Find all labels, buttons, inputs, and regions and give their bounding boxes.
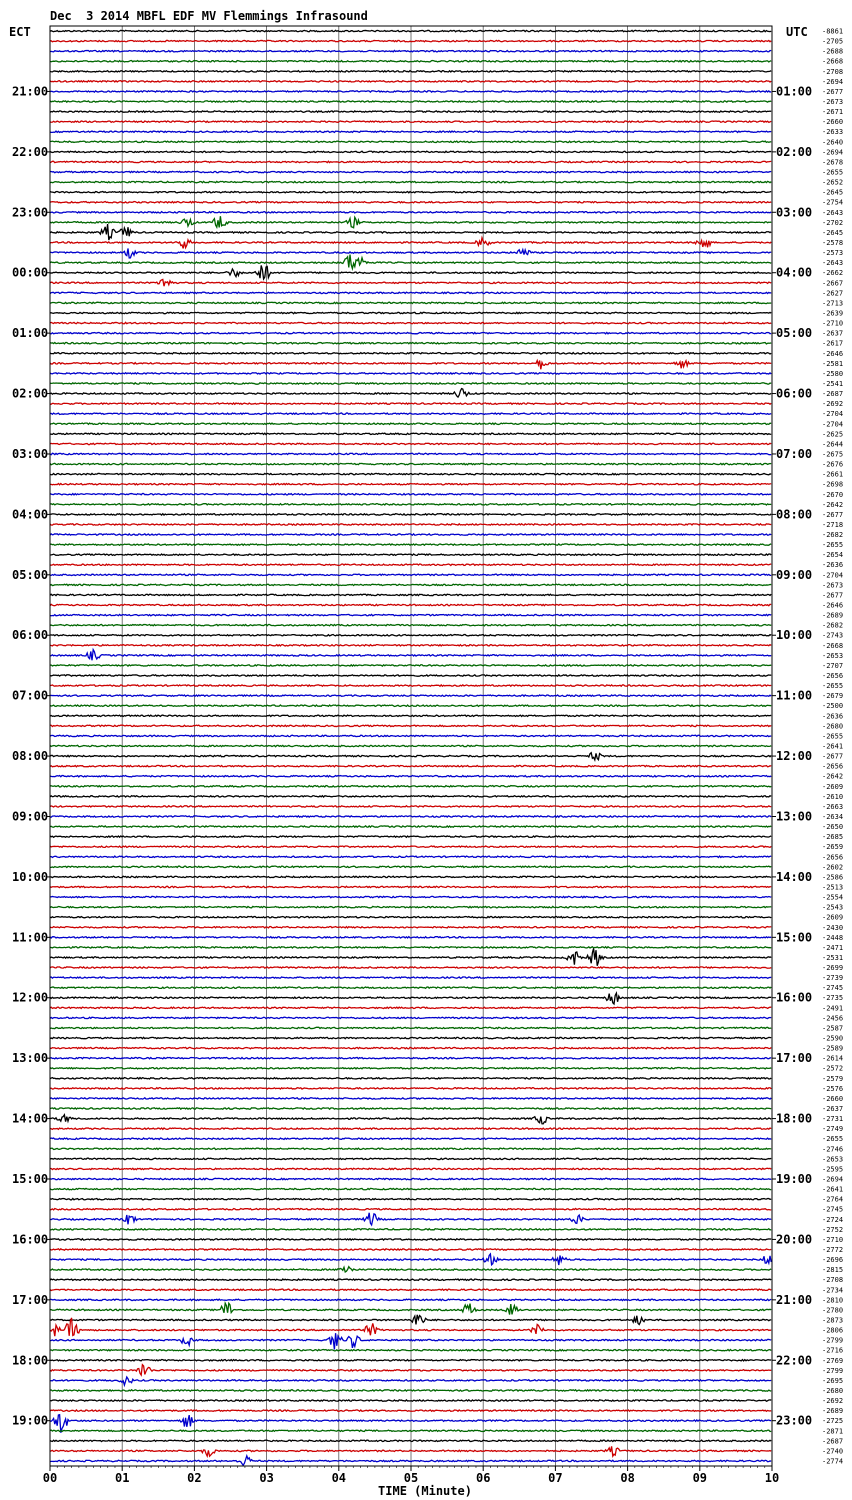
trace-offset-label: -2554	[822, 893, 844, 902]
trace-offset-label: -2680	[822, 1386, 844, 1395]
trace-offset-label: -2678	[822, 158, 844, 167]
left-hour-label: 02:00	[12, 386, 49, 401]
trace-offset-label: -2670	[822, 490, 844, 499]
trace-offset-label: -2815	[822, 1266, 844, 1275]
trace-offset-label: -2617	[822, 339, 844, 348]
trace-offset-label: -2609	[822, 782, 844, 791]
axis-labels	[9, 25, 843, 1498]
trace-offset-label: -2677	[822, 87, 844, 96]
trace-line	[50, 191, 771, 192]
trace-line	[50, 443, 771, 444]
trace-offset-label: -2810	[822, 1296, 844, 1305]
trace-offset-label: -2740	[822, 1447, 844, 1456]
left-hour-label: 01:00	[12, 326, 49, 341]
trace-line	[50, 514, 771, 515]
trace-offset-label: -2743	[822, 631, 844, 640]
trace-offset-label: -2650	[822, 823, 844, 832]
trace-offset-label: -2643	[822, 208, 844, 217]
right-hour-label: 18:00	[776, 1111, 813, 1126]
trace-offset-label: -2602	[822, 863, 844, 872]
right-hour-label: 06:00	[776, 386, 813, 401]
trace-offset-label: -2573	[822, 249, 844, 258]
left-hour-label: 13:00	[12, 1051, 49, 1066]
right-hour-label: 11:00	[776, 688, 813, 703]
trace-line	[50, 765, 771, 766]
trace-line	[50, 1108, 771, 1109]
left-hour-label: 14:00	[12, 1111, 49, 1126]
trace-offset-label: -2430	[822, 923, 844, 932]
right-hour-label: 03:00	[776, 205, 813, 220]
left-hour-label: 23:00	[12, 205, 49, 220]
right-hour-label: 14:00	[776, 869, 813, 884]
trace-line	[50, 1017, 771, 1018]
trace-offset-label: -2656	[822, 762, 844, 771]
trace-line	[50, 927, 771, 928]
trace-offset-label: -2871	[822, 1427, 844, 1436]
trace-offset-label: -2696	[822, 1256, 844, 1265]
trace-line	[50, 544, 771, 545]
trace-offset-label: -2754	[822, 198, 844, 207]
left-axis-label: ECT	[9, 25, 31, 39]
trace-offset-label: -2716	[822, 1346, 844, 1355]
x-tick-label: 09	[692, 1471, 708, 1485]
trace-line	[50, 433, 771, 434]
trace-offset-label: -2694	[822, 1175, 844, 1184]
right-hour-label: 21:00	[776, 1292, 813, 1307]
x-tick-label: 01	[114, 1471, 130, 1485]
trace-offset-label: -2653	[822, 651, 844, 660]
right-hour-label: 17:00	[776, 1051, 813, 1066]
trace-line	[50, 1229, 771, 1230]
chart-title: Dec 3 2014 MBFL EDF MV Flemmings Infrasound	[50, 9, 368, 23]
trace-offset-label: -2655	[822, 1135, 844, 1144]
trace-offset-label: -2689	[822, 611, 844, 620]
trace-line	[50, 614, 771, 615]
trace-offset-label: -2708	[822, 1276, 844, 1285]
trace-line	[50, 1088, 771, 1089]
trace-offset-label: -2653	[822, 1155, 844, 1164]
trace-offset-label: -2718	[822, 520, 844, 529]
trace-offset-label: -2655	[822, 682, 844, 691]
trace-offset-label: -2627	[822, 289, 844, 298]
trace-line	[50, 1239, 771, 1240]
trace-offset-label: -2764	[822, 1195, 844, 1204]
left-hour-label: 10:00	[12, 869, 49, 884]
trace-line	[50, 322, 771, 323]
right-hour-label: 09:00	[776, 567, 813, 582]
trace-offset-label: -2471	[822, 943, 844, 952]
trace-offset-label: -2586	[822, 873, 844, 882]
trace-offset-label: -2680	[822, 722, 844, 731]
trace-offset-label: -2646	[822, 601, 844, 610]
trace-offset-label: -2749	[822, 1125, 844, 1134]
trace-line	[50, 1007, 771, 1008]
trace-offset-label: -2702	[822, 218, 844, 227]
trace-offset-label: -2634	[822, 812, 844, 821]
trace-line	[50, 987, 771, 988]
trace-offset-label: -2671	[822, 108, 844, 117]
right-hour-label: 19:00	[776, 1172, 813, 1187]
trace-offset-label: -2682	[822, 531, 844, 540]
trace-offset-label: -2679	[822, 692, 844, 701]
trace-line	[50, 332, 771, 333]
trace-line	[50, 1068, 771, 1069]
left-hour-label: 22:00	[12, 144, 49, 159]
trace-line	[50, 1209, 771, 1210]
x-tick-label: 05	[403, 1471, 419, 1485]
trace-line	[50, 796, 771, 797]
trace-line	[50, 71, 771, 72]
trace-offset-label: -2692	[822, 1397, 844, 1406]
trace-line	[50, 383, 771, 384]
right-hour-label: 01:00	[776, 84, 813, 99]
trace-offset-label: -2580	[822, 369, 844, 378]
trace-line	[50, 906, 771, 907]
trace-offset-label: -2660	[822, 1094, 844, 1103]
trace-offset-label: -2731	[822, 1115, 844, 1124]
trace-line	[50, 1440, 771, 1441]
left-hour-label: 19:00	[12, 1413, 49, 1428]
trace-line	[50, 302, 771, 303]
trace-offset-label: -2500	[822, 702, 844, 711]
trace-offset-label: -2491	[822, 1004, 844, 1013]
trace-offset-label: -2752	[822, 1225, 844, 1234]
trace-offset-label: -2676	[822, 460, 844, 469]
trace-offset-label: -2774	[822, 1457, 844, 1466]
x-tick-label: 03	[259, 1471, 274, 1485]
trace-line	[50, 564, 771, 565]
trace-line	[50, 151, 771, 152]
trace-offset-label: -2668	[822, 57, 844, 66]
trace-offset-label: -2610	[822, 792, 844, 801]
trace-line	[50, 181, 771, 182]
right-hour-label: 20:00	[776, 1232, 813, 1247]
trace-offset-label: -2873	[822, 1316, 844, 1325]
x-tick-label: 04	[331, 1471, 347, 1485]
left-hour-label: 15:00	[12, 1172, 49, 1187]
trace-offset-label: -2699	[822, 964, 844, 973]
trace-line	[50, 685, 771, 686]
x-tick-label: 07	[548, 1471, 563, 1485]
trace-line	[50, 584, 771, 585]
x-tick-label: 00	[42, 1471, 58, 1485]
left-hour-label: 05:00	[12, 567, 49, 582]
left-hour-label: 16:00	[12, 1232, 49, 1247]
trace-offset-label: -2655	[822, 732, 844, 741]
trace-offset-label: -2572	[822, 1064, 844, 1073]
right-hour-label: 22:00	[776, 1353, 813, 1368]
left-hour-label: 08:00	[12, 749, 49, 764]
trace-offset-label: -2673	[822, 98, 844, 107]
trace-offset-label: -2687	[822, 1437, 844, 1446]
trace-offset-label: -2689	[822, 1407, 844, 1416]
trace-line	[50, 1299, 771, 1300]
trace-offset-label: -2595	[822, 1165, 844, 1174]
trace-offset-label: -2704	[822, 410, 844, 419]
trace-offset-label: -2609	[822, 913, 844, 922]
x-tick-label: 08	[620, 1471, 635, 1485]
trace-offset-label: -2675	[822, 450, 844, 459]
trace-offset-label: -2688	[822, 47, 844, 56]
right-hour-label: 15:00	[776, 930, 813, 945]
x-tick-label: 02	[187, 1471, 202, 1485]
left-hour-label: 03:00	[12, 446, 49, 461]
trace-line	[50, 81, 771, 82]
trace-offset-label: -2637	[822, 1105, 844, 1114]
left-hour-label: 04:00	[12, 507, 49, 522]
trace-line	[50, 50, 771, 51]
trace-offset-label: -2642	[822, 500, 844, 509]
trace-offset-label: -2704	[822, 571, 844, 580]
trace-offset-label: -2654	[822, 551, 844, 560]
trace-line	[50, 1138, 771, 1139]
trace-offset-label: -2659	[822, 843, 844, 852]
right-hour-label: 12:00	[776, 749, 813, 764]
trace-offset-label: -2590	[822, 1034, 844, 1043]
trace-line	[50, 675, 771, 676]
trace-offset-label: -2694	[822, 148, 844, 157]
trace-offset-label: -2745	[822, 1205, 844, 1214]
trace-offset-label: -2667	[822, 279, 844, 288]
left-hour-label: 11:00	[12, 930, 49, 945]
trace-offset-label: -2656	[822, 853, 844, 862]
trace-line	[50, 343, 771, 344]
left-hour-label: 00:00	[12, 265, 49, 280]
trace-line	[50, 161, 771, 162]
x-tick-label: 06	[475, 1471, 491, 1485]
trace-offset-label: -2456	[822, 1014, 844, 1023]
trace-offset-label: -2448	[822, 933, 844, 942]
trace-offset-label: -2578	[822, 239, 844, 248]
trace-offset-label: -2707	[822, 661, 844, 670]
trace-offset-label: -2713	[822, 299, 844, 308]
right-hour-label: 23:00	[776, 1413, 813, 1428]
left-hour-label: 21:00	[12, 84, 49, 99]
right-hour-label: 05:00	[776, 326, 813, 341]
trace-offset-label: -2625	[822, 430, 844, 439]
trace-line	[50, 806, 771, 807]
trace-offset-label: -2579	[822, 1074, 844, 1083]
trace-line	[50, 131, 771, 132]
trace-offset-label: -2692	[822, 400, 844, 409]
trace-offset-label: -2581	[822, 359, 844, 368]
right-hour-label: 07:00	[776, 446, 813, 461]
trace-offset-label: -2668	[822, 641, 844, 650]
trace-offset-label: -2633	[822, 128, 844, 137]
trace-line	[50, 373, 771, 374]
trace-offset-label: -2645	[822, 188, 844, 197]
trace-offset-label: -2656	[822, 672, 844, 681]
trace-line	[50, 1360, 771, 1361]
trace-offset-label: -2708	[822, 67, 844, 76]
trace-offset-label: -2695	[822, 1376, 844, 1385]
trace-offset-label: -2644	[822, 440, 844, 449]
trace-offset-label: -2589	[822, 1044, 844, 1053]
trace-line	[50, 645, 771, 646]
trace-offset-label: -2772	[822, 1245, 844, 1254]
right-hour-label: 04:00	[776, 265, 813, 280]
trace-offset-label: -2705	[822, 37, 844, 46]
trace-offset-label: -2576	[822, 1084, 844, 1093]
trace-line	[50, 604, 771, 605]
trace-offset-label: -2685	[822, 833, 844, 842]
trace-line	[50, 1430, 771, 1431]
trace-offset-label: -2641	[822, 1185, 844, 1194]
left-hour-label: 18:00	[12, 1353, 49, 1368]
trace-line	[50, 524, 771, 525]
trace-offset-label: -2769	[822, 1356, 844, 1365]
trace-offset-label: -2735	[822, 994, 844, 1003]
trace-offset-label: -2640	[822, 138, 844, 147]
right-axis-label: UTC	[786, 25, 808, 39]
trace-line	[50, 977, 771, 978]
trace-offset-label: -2698	[822, 480, 844, 489]
right-hour-label: 13:00	[776, 809, 813, 824]
trace-offset-label: -2513	[822, 883, 844, 892]
trace-offset-label: -2677	[822, 752, 844, 761]
trace-offset-label: -2660	[822, 118, 844, 127]
trace-line	[50, 423, 771, 424]
trace-offset-label: -2639	[822, 309, 844, 318]
trace-line	[50, 635, 771, 636]
trace-offset-label: -8861	[822, 27, 844, 36]
right-hour-label: 16:00	[776, 990, 813, 1005]
trace-offset-label: -2724	[822, 1215, 844, 1224]
trace-offset-label: -2739	[822, 974, 844, 983]
trace-line	[50, 745, 771, 746]
trace-line	[50, 624, 771, 625]
trace-offset-label: -2745	[822, 984, 844, 993]
x-axis-title: TIME (Minute)	[378, 1484, 472, 1498]
trace-offset-label: -2673	[822, 581, 844, 590]
trace-offset-label: -2543	[822, 903, 844, 912]
trace-offset-label: -2637	[822, 329, 844, 338]
trace-line	[50, 1158, 771, 1159]
trace-offset-label: -2655	[822, 541, 844, 550]
trace-line	[50, 725, 771, 726]
trace-line	[50, 171, 771, 172]
left-hour-label: 07:00	[12, 688, 49, 703]
trace-offset-label: -2677	[822, 510, 844, 519]
trace-offset-label: -2636	[822, 561, 844, 570]
trace-offset-label: -2694	[822, 77, 844, 86]
trace-line	[50, 212, 771, 213]
trace-offset-label: -2641	[822, 742, 844, 751]
trace-offset-label: -2661	[822, 470, 844, 479]
right-hour-label: 10:00	[776, 628, 813, 643]
left-hour-label: 06:00	[12, 628, 49, 643]
trace-offset-label: -2734	[822, 1286, 844, 1295]
trace-offset-label: -2541	[822, 379, 844, 388]
trace-line	[50, 504, 771, 505]
trace-offset-label: -2677	[822, 591, 844, 600]
trace-line	[50, 1168, 771, 1169]
trace-offset-label: -2646	[822, 349, 844, 358]
trace-offset-label: -2704	[822, 420, 844, 429]
trace-offset-label: -2614	[822, 1054, 844, 1063]
trace-line	[50, 1078, 771, 1079]
trace-offset-label: -2662	[822, 269, 844, 278]
trace-offset-label: -2746	[822, 1145, 844, 1154]
trace-offset-label: -2655	[822, 168, 844, 177]
trace-offset-label: -2687	[822, 390, 844, 399]
left-hour-label: 12:00	[12, 990, 49, 1005]
trace-offset-label: -2531	[822, 953, 844, 962]
right-hour-label: 02:00	[776, 144, 813, 159]
trace-offset-label: -2587	[822, 1024, 844, 1033]
left-hour-label: 09:00	[12, 809, 49, 824]
trace-offset-label: -2663	[822, 802, 844, 811]
x-tick-label: 10	[764, 1471, 780, 1485]
trace-offset-label: -2799	[822, 1366, 844, 1375]
trace-offset-label: -2806	[822, 1326, 844, 1335]
trace-offset-label: -2682	[822, 621, 844, 630]
trace-offset-label: -2645	[822, 228, 844, 237]
trace-offset-label: -2643	[822, 259, 844, 268]
trace-offset-label: -2725	[822, 1417, 844, 1426]
trace-line	[50, 403, 771, 404]
trace-line	[50, 141, 771, 142]
right-hour-label: 08:00	[776, 507, 813, 522]
trace-offset-label: -2799	[822, 1336, 844, 1345]
trace-offset-label: -2780	[822, 1306, 844, 1315]
trace-offset-label: -2710	[822, 1235, 844, 1244]
left-hour-label: 17:00	[12, 1292, 49, 1307]
trace-offset-label: -2652	[822, 178, 844, 187]
trace-offset-label: -2642	[822, 772, 844, 781]
trace-offset-label: -2636	[822, 712, 844, 721]
trace-line	[50, 1249, 771, 1250]
trace-offset-label: -2710	[822, 319, 844, 328]
